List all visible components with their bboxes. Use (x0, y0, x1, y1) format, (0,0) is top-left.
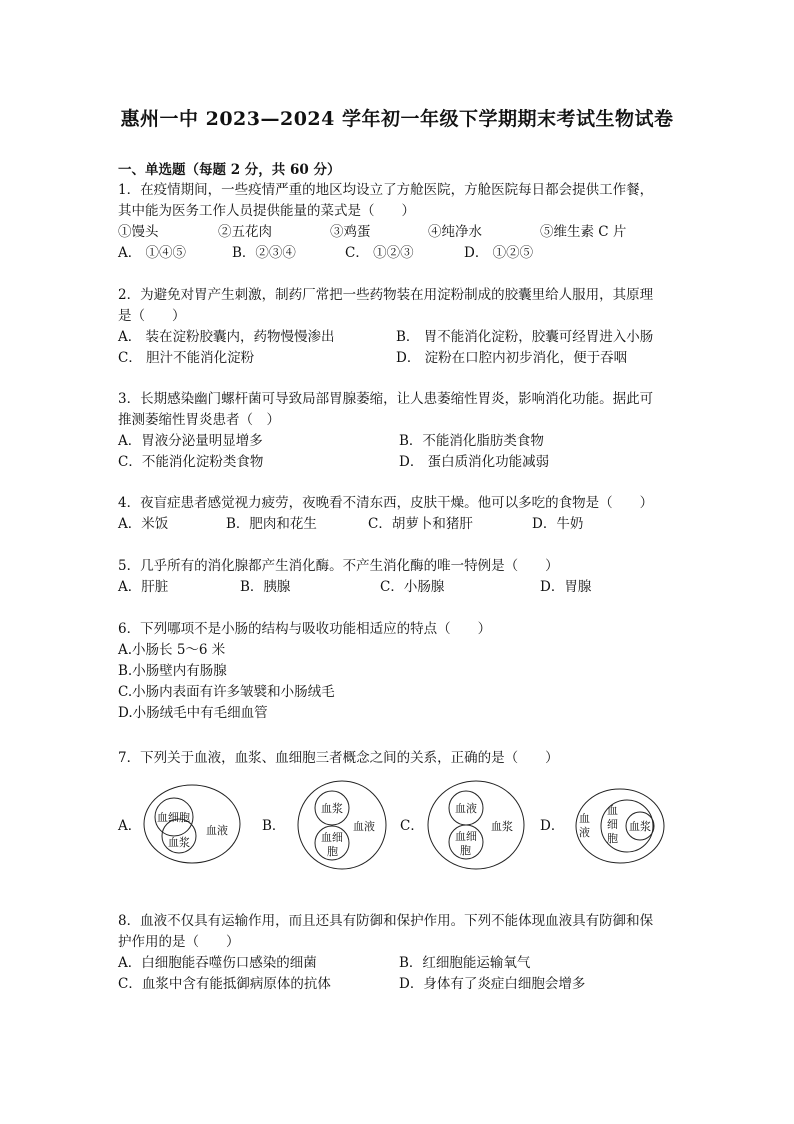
q5-stem: 5．几乎所有的消化腺都产生消化酶。不产生消化酶的唯一特例是（ ） (118, 558, 559, 574)
venn-label-blood-cells: 胞 (607, 832, 618, 845)
q5-option-b[interactable]: B．胰腺 (240, 579, 291, 595)
venn-label-blood-cells: 胞 (460, 844, 471, 857)
q8-option-a[interactable]: A．白细胞能吞噬伤口感染的细菌 (118, 955, 317, 971)
q4-option-c[interactable]: C．胡萝卜和猪肝 (368, 516, 473, 532)
q1-option-a[interactable]: A． ①④⑤ (118, 245, 187, 261)
q5-option-a[interactable]: A．肝脏 (118, 579, 169, 595)
venn-label-plasma: 血浆 (491, 820, 513, 833)
venn-label-blood-cells: 血细 (321, 831, 343, 844)
q1-option-b[interactable]: B．②③④ (232, 245, 296, 261)
venn-label-blood-cells: 胞 (327, 845, 338, 858)
q3-option-d[interactable]: D． 蛋白质消化功能减弱 (399, 454, 550, 470)
q7-diagram-a[interactable] (144, 785, 240, 863)
q8-stem-line1: 8．血液不仅具有运输作用，而且还具有防御和保护作用。下列不能体现血液具有防御和保 (118, 913, 654, 929)
q3-stem-line1: 3．长期感染幽门螺杆菌可导致局部胃腺萎缩，让人患萎缩性胃炎，影响消化功能。据此可 (118, 391, 654, 407)
venn-label-blood: 血液 (206, 824, 228, 837)
q4-option-a[interactable]: A．米饭 (118, 516, 169, 532)
q7-diagram-c[interactable] (428, 781, 524, 869)
q6-option-b[interactable]: B.小肠壁内有肠腺 (118, 663, 227, 679)
q4-option-b[interactable]: B．肥肉和花生 (226, 516, 317, 532)
q3-stem-line2: 推测萎缩性胃炎患者（ ） (118, 412, 280, 428)
q7-venn-diagrams (110, 778, 690, 874)
q6-stem: 6．下列哪项不是小肠的结构与吸收功能相适应的特点（ ） (118, 621, 492, 637)
q6-option-c[interactable]: C.小肠内表面有许多皱襞和小肠绒毛 (118, 684, 335, 700)
venn-label-blood-cells: 血细 (455, 830, 477, 843)
venn-label-blood-cells: 血 (607, 804, 618, 817)
q4-stem: 4．夜盲症患者感觉视力疲劳，夜晚看不清东西，皮肤干燥。他可以多吃的食物是（ ） (118, 495, 654, 511)
q2-option-b[interactable]: B． 胃不能消化淀粉，胶囊可经胃进入小肠 (396, 329, 654, 345)
venn-label-plasma: 血浆 (321, 802, 343, 815)
q5-option-c[interactable]: C．小肠腺 (380, 579, 445, 595)
q2-option-a[interactable]: A． 装在淀粉胶囊内，药物慢慢渗出 (118, 329, 335, 345)
q7-label-a[interactable]: A． (118, 818, 142, 834)
venn-label-plasma: 血浆 (168, 836, 190, 849)
q7-label-b[interactable]: B． (262, 818, 286, 834)
q7-diagram-d[interactable] (576, 789, 664, 863)
q3-option-a[interactable]: A．胃液分泌量明显增多 (118, 433, 263, 449)
q1-option-c[interactable]: C． ①②③ (345, 245, 414, 261)
q7-label-d[interactable]: D． (540, 818, 565, 834)
q1-item: ①馒头 (118, 224, 159, 240)
venn-label-blood: 血 (579, 812, 590, 825)
venn-label-plasma: 血浆 (629, 820, 651, 833)
q8-option-c[interactable]: C．血浆中含有能抵御病原体的抗体 (118, 976, 331, 992)
q3-option-c[interactable]: C．不能消化淀粉类食物 (118, 454, 264, 470)
q1-option-d[interactable]: D． ①②⑤ (464, 245, 534, 261)
q1-item: ②五花肉 (218, 224, 272, 240)
q3-option-b[interactable]: B．不能消化脂肪类食物 (399, 433, 544, 449)
q6-option-a[interactable]: A.小肠长 5～6 米 (118, 642, 226, 658)
q8-option-b[interactable]: B．红细胞能运输氧气 (399, 955, 531, 971)
q2-option-c[interactable]: C． 胆汁不能消化淀粉 (118, 350, 255, 366)
q2-option-d[interactable]: D． 淀粉在口腔内初步消化，便于吞咽 (396, 350, 628, 366)
q1-item: ③鸡蛋 (330, 224, 371, 240)
q2-stem-line1: 2．为避免对胃产生刺激，制药厂常把一些药物装在用淀粉制成的胶囊里给人服用，其原理 (118, 287, 654, 303)
q7-stem: 7．下列关于血液，血浆、血细胞三者概念之间的关系，正确的是（ ） (118, 750, 559, 766)
venn-label-blood: 液 (579, 826, 590, 839)
q1-item: ⑤维生素 C 片 (540, 224, 627, 240)
q1-item: ④纯净水 (428, 224, 482, 240)
section-heading: 一、单选题（每题 2 分，共 60 分） (118, 162, 341, 178)
venn-label-blood: 血液 (353, 820, 375, 833)
q1-stem-line1: 1．在疫情期间，一些疫情严重的地区均设立了方舱医院，方舱医院每日都会提供工作餐， (118, 182, 654, 198)
q4-option-d[interactable]: D．牛奶 (532, 516, 584, 532)
q7-label-c[interactable]: C． (400, 818, 424, 834)
venn-label-blood-cells: 细 (607, 818, 618, 831)
venn-label-blood: 血液 (455, 802, 477, 815)
q7-diagram-b[interactable] (298, 781, 386, 869)
venn-label-blood-cells: 血细胞 (157, 811, 190, 824)
q5-option-d[interactable]: D．胃腺 (540, 579, 592, 595)
q2-stem-line2: 是（ ） (118, 308, 186, 324)
exam-title: 惠州一中 2023—2024 学年初一年级下学期期末考试生物试卷 (120, 108, 674, 130)
q1-stem-line2: 其中能为医务工作人员提供能量的菜式是（ ） (118, 203, 415, 219)
q6-option-d[interactable]: D.小肠绒毛中有毛细血管 (118, 705, 268, 721)
q8-option-d[interactable]: D．身体有了炎症白细胞会增多 (399, 976, 586, 992)
q8-stem-line2: 护作用的是（ ） (118, 934, 240, 950)
